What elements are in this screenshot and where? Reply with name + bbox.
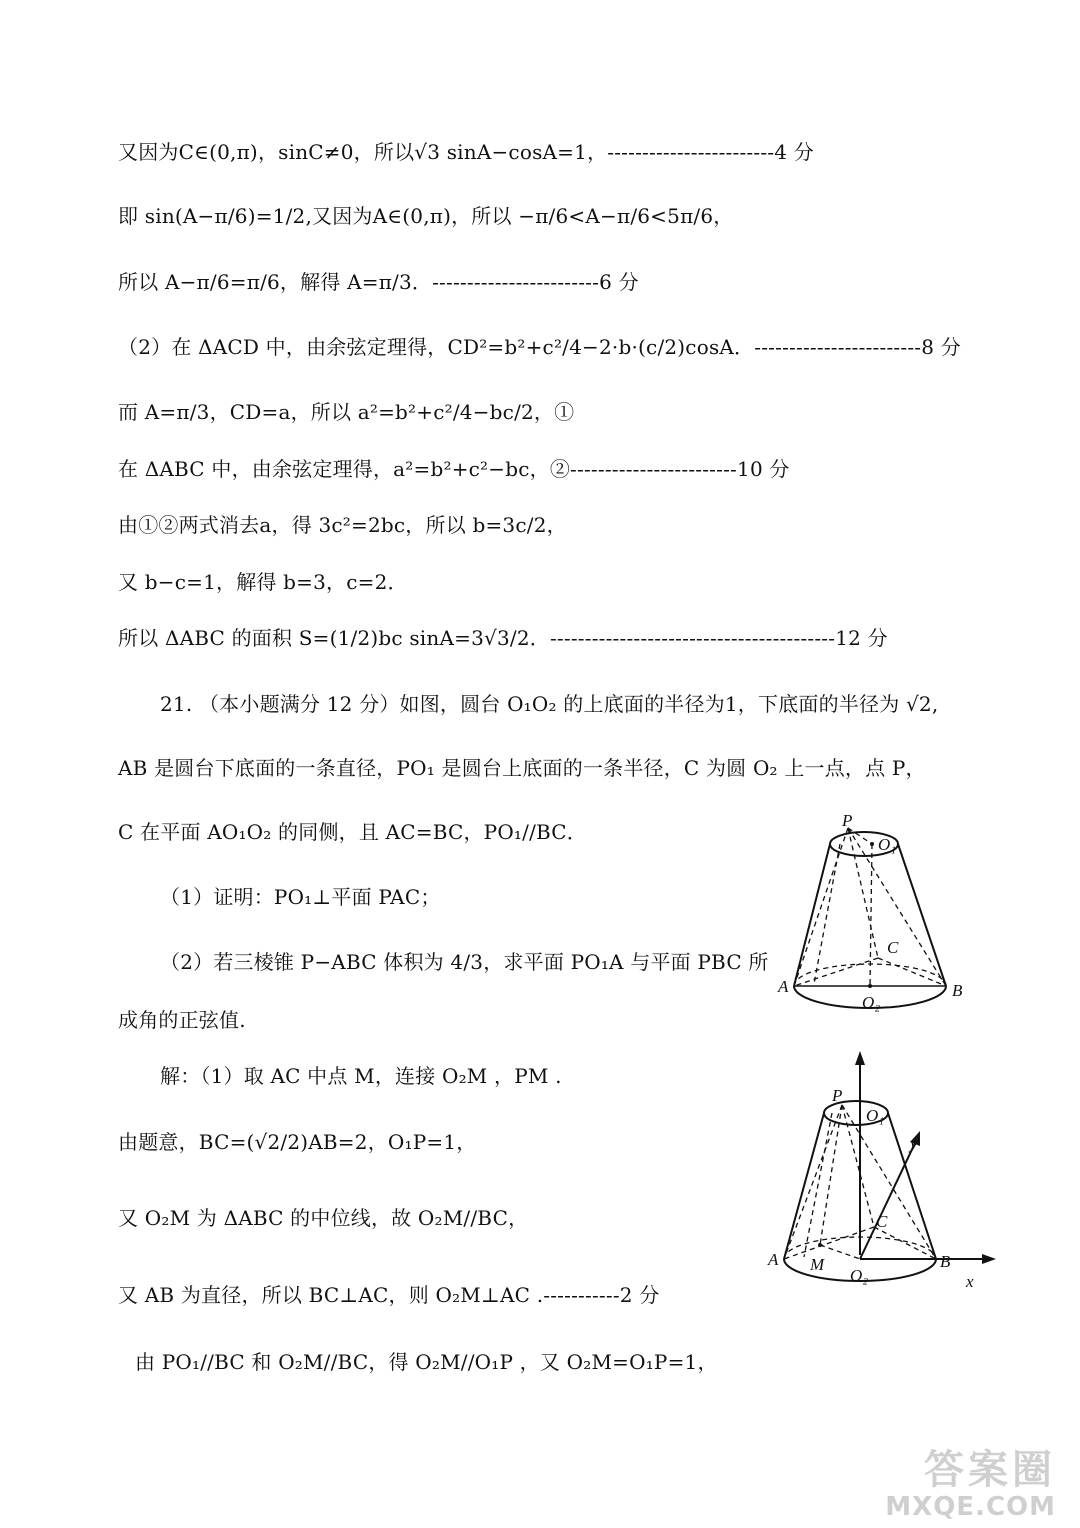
solution-line: 解：（1）取 AC 中点 M，连接 O₂M ，PM .	[160, 1064, 562, 1088]
label-o1: O₁	[878, 835, 897, 854]
watermark	[866, 1448, 1056, 1528]
frustum-coordinate-figure	[762, 1045, 998, 1295]
x-axis-arrow	[982, 1254, 996, 1264]
text-line: 在 ΔABC 中，由余弦定理得，a²=b²+c²−bc，②------------------------10 分	[118, 457, 790, 481]
frustum-left-edge	[794, 844, 830, 986]
label-p: P	[832, 1086, 843, 1105]
solution-line: 由题意，BC=(√2/2)AB=2，O₁P=1，	[118, 1130, 477, 1154]
problem-part-2: （2）若三棱锥 P−ABC 体积为 4/3，求平面 PO₁A 与平面 PBC 所	[160, 950, 769, 974]
text-line: 所以 ΔABC 的面积 S=(1/2)bc sinA=3√3/2．-----------------------------------------12 分	[118, 626, 888, 650]
text-line: （2）在 ΔACD 中，由余弦定理得，CD²=b²+c²/4−2·b·(c/2)cosA．------------------------8 分	[118, 335, 961, 359]
text-line: 又因为C∈(0,π)，sinC≠0，所以√3 sinA−cosA=1，------------------------4 分	[118, 140, 814, 164]
solution-line: 又 O₂M 为 ΔABC 的中位线，故 O₂M//BC，	[118, 1206, 529, 1230]
text-line: 所以 A−π/6=π/6，解得 A=π/3．------------------------6 分	[118, 270, 639, 294]
watermark-brand: 答案圈	[924, 1447, 1056, 1493]
label-y: y	[910, 1134, 918, 1153]
z-axis-arrow	[855, 1051, 865, 1065]
text-line: 由①②两式消去a，得 3c²=2bc，所以 b=3c/2，	[118, 513, 567, 537]
problem-statement: C 在平面 AO₁O₂ 的同侧，且 AC=BC，PO₁//BC．	[118, 820, 587, 844]
label-a: A	[778, 977, 789, 996]
construction-lines	[794, 828, 946, 986]
point-m	[818, 1243, 822, 1247]
label-a: A	[768, 1250, 779, 1269]
label-x: x	[966, 1272, 974, 1291]
label-o2: O₂	[862, 993, 881, 1012]
text-line: 即 sin(A−π/6)=1/2,又因为A∈(0,π)，所以 −π/6<A−π/6<5π/6，	[118, 204, 734, 228]
label-p: P	[842, 811, 853, 830]
solution-line: 又 AB 为直径，所以 BC⊥AC，则 O₂M⊥AC .-----------2 分	[118, 1283, 660, 1307]
problem-statement: AB 是圆台下底面的一条直径，PO₁ 是圆台上底面的一条半径，C 为圆 O₂ 上一点，点 P，	[118, 756, 926, 780]
label-b: B	[952, 981, 963, 1000]
label-c: C	[876, 1212, 888, 1231]
text-line: 又 b−c=1，解得 b=3，c=2．	[118, 570, 408, 594]
solution-line: 由 PO₁//BC 和 O₂M//BC，得 O₂M//O₁P ，又 O₂M=O₁P=1，	[135, 1350, 718, 1374]
label-m: M	[810, 1255, 825, 1274]
problem-statement: 21. （本小题满分 12 分）如图，圆台 O₁O₂ 的上底面的半径为1，下底面的半径为 √2,	[160, 692, 939, 716]
frustum-right-edge	[898, 844, 946, 986]
text-line: 而 A=π/3，CD=a，所以 a²=b²+c²/4−bc/2，①	[118, 400, 575, 424]
label-b: B	[940, 1252, 951, 1271]
point-o2	[868, 984, 872, 988]
label-c: C	[887, 938, 899, 957]
label-o1: O₁	[866, 1106, 885, 1125]
label-o2: O₂	[850, 1266, 869, 1285]
watermark-url: MXQE.COM	[885, 1492, 1056, 1522]
problem-part-2: 成角的正弦值.	[118, 1008, 246, 1032]
problem-part-1: （1）证明：PO₁⊥平面 PAC；	[160, 885, 441, 909]
frustum-figure	[770, 808, 980, 1040]
point-o1	[870, 842, 874, 846]
